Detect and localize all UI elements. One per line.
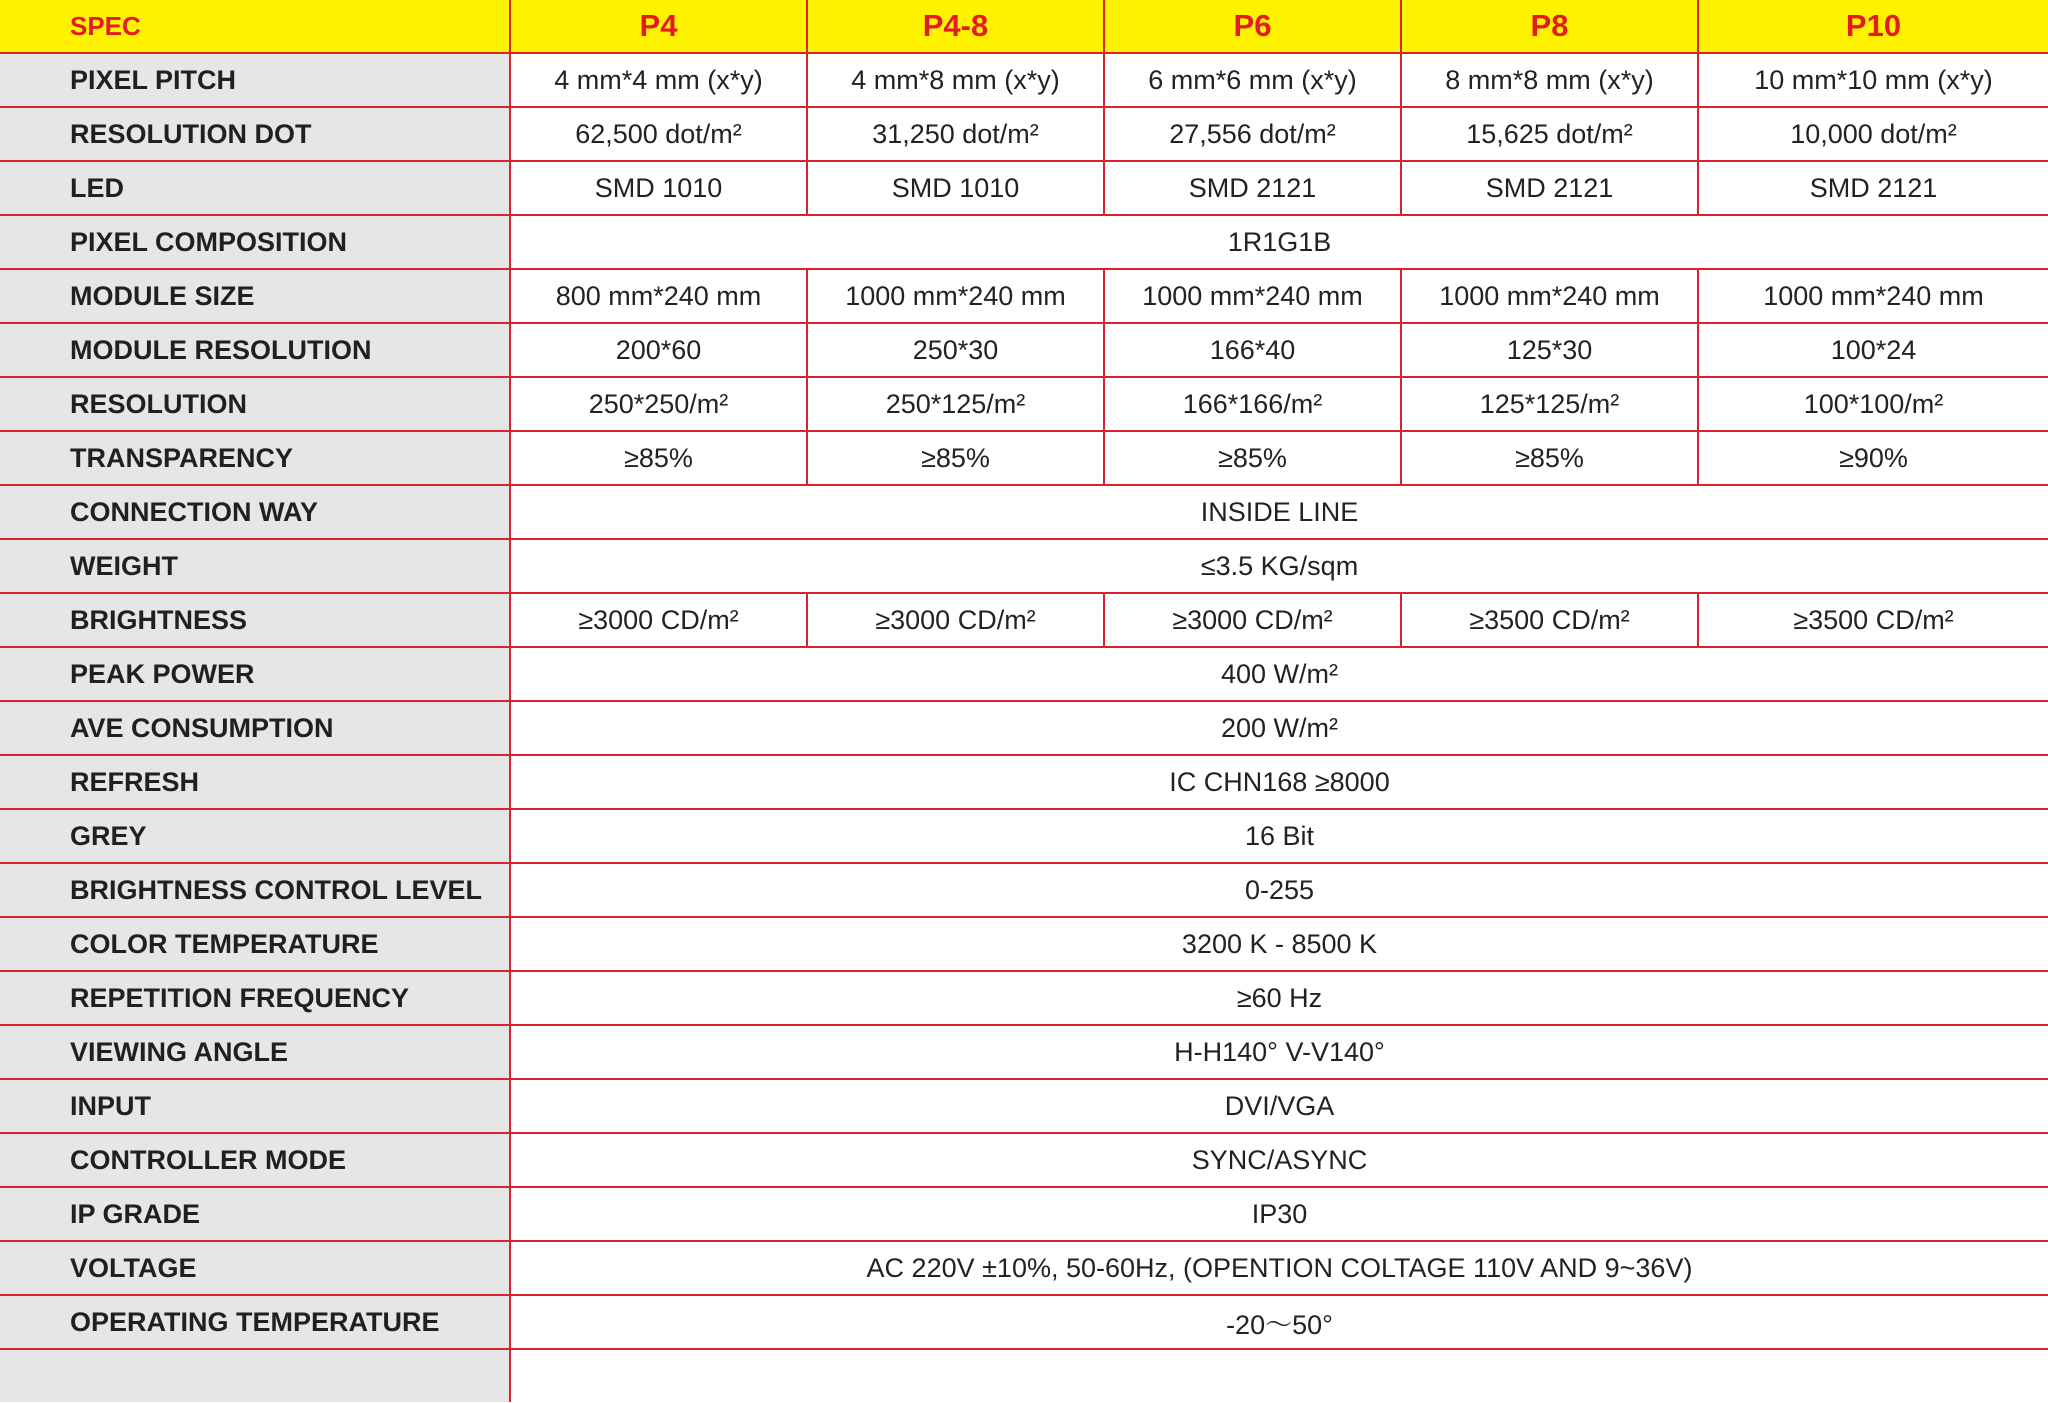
merged-value-cell: SYNC/ASYNC: [510, 1133, 2048, 1187]
value-cell: 100*24: [1698, 323, 2048, 377]
row-label: CONTROLLER MODE: [0, 1133, 510, 1187]
row-label: REPETITION FREQUENCY: [0, 971, 510, 1025]
table-row: [0, 917, 2048, 971]
row-label: PIXEL PITCH: [0, 53, 510, 107]
empty-label-cell: [0, 1349, 510, 1402]
row-label: BRIGHTNESS: [0, 593, 510, 647]
value-cell: ≥3500 CD/m²: [1401, 593, 1698, 647]
merged-value-cell: ≥60 Hz: [510, 971, 2048, 1025]
table-row: [0, 809, 2048, 863]
value-cell: 62,500 dot/m²: [510, 107, 807, 161]
merged-value-cell: 0-255: [510, 863, 2048, 917]
value-cell: 250*30: [807, 323, 1104, 377]
table-row: [0, 269, 2048, 323]
table-row: [0, 647, 2048, 701]
row-label: AVE CONSUMPTION: [0, 701, 510, 755]
model-header-p4: P4: [510, 0, 807, 53]
table-row: [0, 215, 2048, 269]
model-header-p6: P6: [1104, 0, 1401, 53]
table-row: [0, 485, 2048, 539]
row-label: MODULE RESOLUTION: [0, 323, 510, 377]
value-cell: 125*125/m²: [1401, 377, 1698, 431]
value-cell: 1000 mm*240 mm: [807, 269, 1104, 323]
table-row: [0, 107, 2048, 161]
row-label: RESOLUTION DOT: [0, 107, 510, 161]
row-label: CONNECTION WAY: [0, 485, 510, 539]
value-cell: ≥3000 CD/m²: [807, 593, 1104, 647]
value-cell: 27,556 dot/m²: [1104, 107, 1401, 161]
value-cell: SMD 2121: [1698, 161, 2048, 215]
row-label: PEAK POWER: [0, 647, 510, 701]
table-row: [0, 1133, 2048, 1187]
row-label: WEIGHT: [0, 539, 510, 593]
merged-value-cell: IC CHN168 ≥8000: [510, 755, 2048, 809]
merged-value-cell: 400 W/m²: [510, 647, 2048, 701]
empty-value-cell: [510, 1349, 2048, 1402]
table-row: [0, 755, 2048, 809]
value-cell: ≥3500 CD/m²: [1698, 593, 2048, 647]
table-row: [0, 323, 2048, 377]
model-header-p4-8: P4-8: [807, 0, 1104, 53]
merged-value-cell: AC 220V ±10%, 50-60Hz, (OPENTION COLTAGE 110V AND 9~36V): [510, 1241, 2048, 1295]
value-cell: ≥85%: [510, 431, 807, 485]
table-row: [0, 593, 2048, 647]
value-cell: ≥85%: [1401, 431, 1698, 485]
row-label: OPERATING TEMPERATURE: [0, 1295, 510, 1349]
row-label: RESOLUTION: [0, 377, 510, 431]
empty-row: [0, 1349, 2048, 1402]
value-cell: ≥3000 CD/m²: [1104, 593, 1401, 647]
value-cell: 100*100/m²: [1698, 377, 2048, 431]
value-cell: 1000 mm*240 mm: [1401, 269, 1698, 323]
table-row: [0, 431, 2048, 485]
table-row: [0, 161, 2048, 215]
merged-value-cell: H-H140° V-V140°: [510, 1025, 2048, 1079]
value-cell: SMD 1010: [807, 161, 1104, 215]
value-cell: 250*125/m²: [807, 377, 1104, 431]
row-label: BRIGHTNESS CONTROL LEVEL: [0, 863, 510, 917]
value-cell: 166*166/m²: [1104, 377, 1401, 431]
table-row: [0, 377, 2048, 431]
value-cell: ≥90%: [1698, 431, 2048, 485]
table-row: [0, 1025, 2048, 1079]
merged-value-cell: 1R1G1B: [510, 215, 2048, 269]
spec-header: SPEC: [0, 0, 510, 53]
header-row: [0, 0, 2048, 53]
table-row: [0, 1187, 2048, 1241]
row-label: COLOR TEMPERATURE: [0, 917, 510, 971]
spec-body: [0, 53, 2048, 1402]
value-cell: 15,625 dot/m²: [1401, 107, 1698, 161]
value-cell: ≥85%: [1104, 431, 1401, 485]
merged-value-cell: -20～50°: [510, 1295, 2048, 1349]
model-header-p8: P8: [1401, 0, 1698, 53]
merged-value-cell: DVI/VGA: [510, 1079, 2048, 1133]
row-label: INPUT: [0, 1079, 510, 1133]
row-label: REFRESH: [0, 755, 510, 809]
row-label: LED: [0, 161, 510, 215]
merged-value-cell: 200 W/m²: [510, 701, 2048, 755]
table-row: [0, 1295, 2048, 1349]
merged-value-cell: IP30: [510, 1187, 2048, 1241]
value-cell: 1000 mm*240 mm: [1104, 269, 1401, 323]
value-cell: 31,250 dot/m²: [807, 107, 1104, 161]
value-cell: SMD 1010: [510, 161, 807, 215]
value-cell: 200*60: [510, 323, 807, 377]
value-cell: ≥3000 CD/m²: [510, 593, 807, 647]
row-label: VOLTAGE: [0, 1241, 510, 1295]
row-label: PIXEL COMPOSITION: [0, 215, 510, 269]
merged-value-cell: 16 Bit: [510, 809, 2048, 863]
row-label: GREY: [0, 809, 510, 863]
table-row: [0, 1241, 2048, 1295]
value-cell: 800 mm*240 mm: [510, 269, 807, 323]
row-label: TRANSPARENCY: [0, 431, 510, 485]
table-row: [0, 539, 2048, 593]
table-row: [0, 53, 2048, 107]
value-cell: SMD 2121: [1401, 161, 1698, 215]
value-cell: 125*30: [1401, 323, 1698, 377]
table-row: [0, 701, 2048, 755]
value-cell: 6 mm*6 mm (x*y): [1104, 53, 1401, 107]
value-cell: 10,000 dot/m²: [1698, 107, 2048, 161]
table-row: [0, 863, 2048, 917]
table-row: [0, 1079, 2048, 1133]
value-cell: 4 mm*4 mm (x*y): [510, 53, 807, 107]
value-cell: 10 mm*10 mm (x*y): [1698, 53, 2048, 107]
value-cell: 1000 mm*240 mm: [1698, 269, 2048, 323]
merged-value-cell: 3200 K - 8500 K: [510, 917, 2048, 971]
row-label: MODULE SIZE: [0, 269, 510, 323]
value-cell: 8 mm*8 mm (x*y): [1401, 53, 1698, 107]
merged-value-cell: ≤3.5 KG/sqm: [510, 539, 2048, 593]
model-header-p10: P10: [1698, 0, 2048, 53]
row-label: VIEWING ANGLE: [0, 1025, 510, 1079]
row-label: IP GRADE: [0, 1187, 510, 1241]
merged-value-cell: INSIDE LINE: [510, 485, 2048, 539]
value-cell: SMD 2121: [1104, 161, 1401, 215]
value-cell: 4 mm*8 mm (x*y): [807, 53, 1104, 107]
value-cell: 250*250/m²: [510, 377, 807, 431]
value-cell: 166*40: [1104, 323, 1401, 377]
table-row: [0, 971, 2048, 1025]
value-cell: ≥85%: [807, 431, 1104, 485]
